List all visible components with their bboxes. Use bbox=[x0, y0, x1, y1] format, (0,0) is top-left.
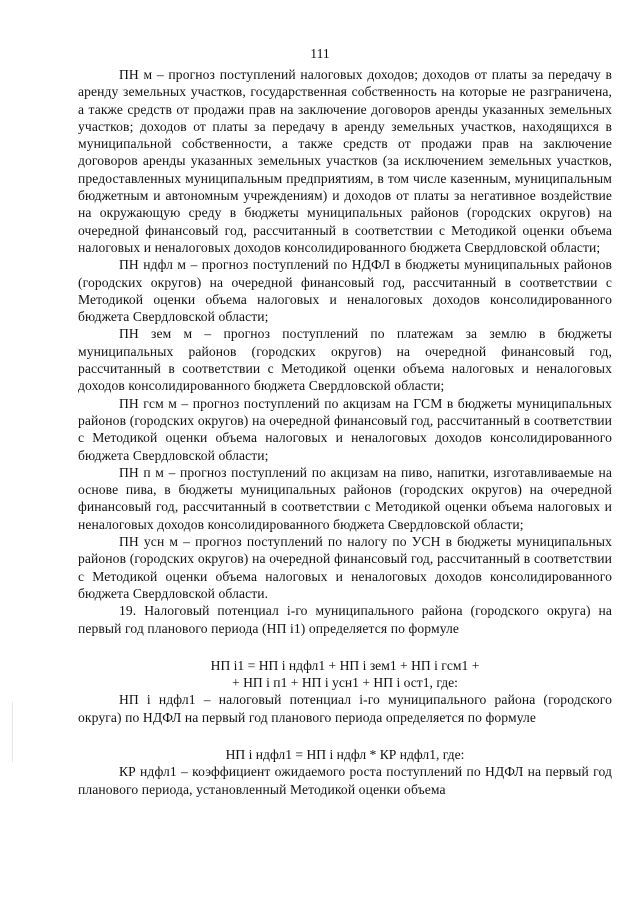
paragraph-item-19: 19. Налоговый потенциал i-го муниципального района (городского округа) на первый год планового периода (НП i1) определяется по формуле bbox=[78, 603, 612, 636]
paragraph-pn-gsm-m: ПН гсм м – прогноз поступлений по акцизам на ГСМ в бюджеты муниципальных районов (городских округов) на очередной финансовый год, рассчитанный в соответствии с Методикой оценки объема налоговых и неналоговых доходов консолидированного бюджета Свердловской области; bbox=[78, 395, 612, 463]
paragraph-pn-p-m: ПН п м – прогноз поступлений по акцизам на пиво, напитки, изготавливаемые на основе пива, в бюджеты муниципальных районов (городских округов) на очередной финансовый год, рассчитанный в соответствии с Методикой оценки объема налоговых и неналоговых доходов консолидированного бюджета Свердловской области; bbox=[78, 464, 612, 532]
paragraph-kr-ndfl1: КР ндфл1 – коэффициент ожидаемого роста поступлений по НДФЛ на первый год планового периода, установленный Методикой оценки объема bbox=[78, 764, 612, 797]
formula-np-i1-line-2: + НП i п1 + НП i усн1 + НП i ост1, где: bbox=[232, 675, 458, 691]
paragraph-np-ndfl1: НП i ндфл1 – налоговый потенциал i-го муниципального района (городского округа) по НДФЛ на первый год планового периода определяется по формуле bbox=[78, 692, 612, 725]
page-number: 111 bbox=[310, 46, 330, 61]
paragraph-pn-zem-m: ПН зем м – прогноз поступлений по платежам за землю в бюджеты муниципальных районов (городских округов) на очередной финансовый год, рассчитанный в соответствии с Методикой оценки объема налоговых и неналоговых доходов консолидированного бюджета Свердловской области; bbox=[78, 326, 612, 394]
formula-np-ndfl1: НП i ндфл1 = НП i ндфл * КР ндфл1, где: bbox=[225, 746, 465, 762]
formula-np-i1-line-1: НП i1 = НП i ндфл1 + НП i зем1 + НП i гсм1 + bbox=[210, 657, 480, 673]
scan-margin-mark bbox=[12, 702, 13, 762]
document-body bbox=[78, 66, 612, 798]
paragraph-pn-ndfl-m: ПН ндфл м – прогноз поступлений по НДФЛ в бюджеты муниципальных районов (городских округов) на очередной финансовый год, рассчитанный в соответствии с Методикой оценки объема налоговых и неналоговых доходов консолидированного бюджета Свердловской области; bbox=[78, 257, 612, 325]
paragraph-pn-m: ПН м – прогноз поступлений налоговых доходов; доходов от платы за передачу в аренду земельных участков, государственная собственность на которые не разграничена, а также средств от продажи прав на заключение договоров аренды указанных земельных участков; доходов от платы за передачу в аренду земельных участков, находящихся в муниципальной собственности, а также средств от продажи прав на заключение договоров аренды указанных земельных участков (за исключением земельных участков, предоставленных муниципальным предприятиям, в том числе казенным, муниципальным бюджетным и автономным учреждениям) и доходов от платы за негативное воздействие на окружающую среду в бюджеты муниципальных районов (городских округов) на очередной финансовый год, рассчитанный в соответствии с Методикой оценки объема налоговых и неналоговых доходов консолидированного бюджета Свердловской области; bbox=[78, 67, 612, 255]
paragraph-pn-usn-m: ПН усн м – прогноз поступлений по налогу по УСН в бюджеты муниципальных районов (городских округов) на очередной финансовый год, рассчитанный в соответствии с Методикой оценки объема налоговых и неналоговых доходов консолидированного бюджета Свердловской области. bbox=[78, 534, 612, 601]
